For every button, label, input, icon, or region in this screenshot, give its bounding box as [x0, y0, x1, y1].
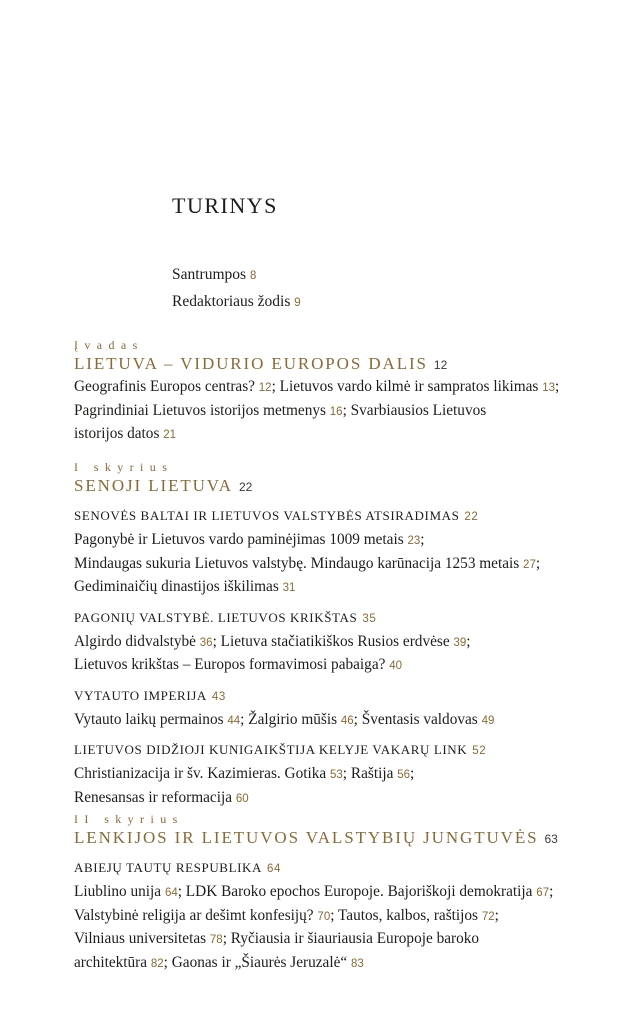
section-entries: [74, 376, 574, 447]
entry-text: Pagonybė ir Lietuvos vardo paminėjimas 1009 metais: [74, 531, 408, 548]
page-number: 82: [150, 957, 164, 970]
entry-text: ; Svarbiausios Lietuvos: [342, 401, 487, 419]
toc-entry-line: [74, 787, 574, 811]
entry-text: ;: [466, 632, 471, 650]
entry-text: Valstybinė religija ar dešimt konfesijų?: [74, 906, 318, 924]
entry-text: Liublino unija: [74, 883, 165, 900]
page-number: 9: [294, 297, 301, 309]
toc-entry-line: [74, 881, 574, 905]
entry-text: ;: [494, 906, 499, 924]
entry-text: architektūra: [74, 953, 151, 971]
entry-text: Christianizacija ir šv. Kazimieras. Gotika: [74, 765, 330, 782]
toc-entry-line: [74, 576, 574, 600]
toc-entry-line: [74, 905, 574, 929]
toc-entry-line: [74, 763, 574, 787]
page-number: 64: [267, 863, 282, 875]
toc-entry-line: [74, 529, 574, 553]
entry-text: ; Lietuvos vardo kilmė ir sampratos likimas: [271, 378, 543, 395]
page-number: 52: [472, 745, 487, 757]
page-number: 8: [249, 270, 257, 282]
page-number: 64: [164, 887, 178, 899]
page-number: 36: [199, 636, 213, 649]
entry-text: Pagrindiniai Lietuvos istorijos metmenys: [74, 401, 330, 419]
subsection-entries: [74, 763, 574, 810]
subsections: [74, 859, 574, 975]
entry-text: ; Tautos, kalbos, raštijos: [330, 906, 482, 924]
page-number: 44: [227, 714, 241, 727]
page-number: 83: [350, 957, 364, 970]
page-number: 31: [282, 582, 296, 594]
subsection-title: [74, 859, 574, 878]
toc-entry-line: [74, 423, 574, 447]
subsection-entries: [74, 529, 574, 600]
section-intro: [74, 338, 574, 447]
front-item-label: Santrumpos: [172, 266, 247, 283]
subsection-title: [74, 507, 574, 526]
page-number: 53: [330, 769, 343, 781]
section-page-number: 22: [238, 480, 253, 494]
page-number: 16: [329, 405, 343, 418]
page-number: 60: [235, 792, 249, 805]
toc-entry-line: [74, 709, 574, 733]
toc-entry-line: [74, 376, 574, 400]
subsection-entries: [74, 709, 574, 733]
subsection-title: [74, 687, 574, 706]
entry-text: ; Ryčiausia ir šiauriausia Europoje baroko: [222, 930, 480, 947]
entry-text: Geografinis Europos centras?: [74, 378, 259, 395]
toc-entry-line: [74, 631, 574, 655]
entry-text: ;: [409, 765, 415, 782]
entry-text: Algirdo didvalstybė: [74, 632, 200, 650]
entry-text: ; Raštija: [342, 765, 398, 782]
toc-entry-line: [74, 553, 574, 577]
subsection-title-text: ABIEJŲ TAUTŲ RESPUBLIKA: [74, 860, 263, 875]
section-kicker: II skyrius: [74, 812, 184, 826]
subsections: [74, 507, 574, 810]
entry-text: ; Lietuva stačiatikiškos Rusios erdvėse: [212, 632, 454, 650]
entry-text: ;: [420, 531, 425, 548]
page-number: 35: [362, 612, 377, 625]
subsection-entries: [74, 881, 574, 975]
entry-text: ; Gaonas ir „Šiaurės Jeruzalė“: [163, 953, 351, 971]
subsection-title-text: SENOVĖS BALTAI IR LIETUVOS VALSTYBĖS ATSIRADIMAS: [74, 508, 460, 523]
section-page-number: 63: [544, 832, 558, 846]
front-item-abbreviations: [172, 264, 256, 287]
subsection-entries: [74, 631, 574, 678]
entry-text: Vilniaus universitetas: [74, 930, 210, 947]
page-number: 72: [481, 910, 495, 923]
entry-text: Gediminaičių dinastijos iškilimas: [74, 578, 283, 595]
toc-entry-line: [74, 400, 574, 424]
page-number: 40: [389, 660, 403, 672]
page-title: TURINYS: [172, 193, 278, 218]
entry-text: Vytauto laikų permainos: [74, 710, 228, 728]
subsection-title-text: PAGONIŲ VALSTYBĖ. LIETUVOS KRIKŠTAS: [74, 609, 358, 625]
entry-text: ; Žalgirio mūšis: [240, 710, 341, 728]
toc-entry-line: [74, 952, 574, 976]
page-number: 78: [209, 934, 223, 946]
section-page-number: 12: [433, 358, 448, 372]
section-title-text: LIETUVA – VIDURIO EUROPOS DALIS: [74, 354, 428, 373]
section-title-text: LENKIJOS IR LIETUVOS VALSTYBIŲ JUNGTUVĖS: [74, 828, 539, 847]
page-number: 49: [481, 714, 495, 727]
entry-text: ;: [549, 883, 554, 900]
section-title: [74, 353, 574, 376]
entry-text: ;: [535, 554, 541, 572]
front-item-editor-word: [172, 291, 301, 314]
page-number: 46: [340, 714, 354, 727]
entry-text: Lietuvos krikštas – Europos formavimosi pabaiga?: [74, 656, 390, 673]
page-number: 13: [542, 382, 555, 394]
section-chapter-1: [74, 460, 574, 810]
section-chapter-2: [74, 812, 574, 975]
page-number: 21: [163, 429, 177, 441]
page-number: 56: [397, 769, 410, 781]
section-title: [74, 827, 574, 850]
page-number: 22: [464, 511, 479, 523]
entry-text: ; Šventasis valdovas: [353, 710, 482, 728]
page-number: 27: [523, 558, 536, 571]
section-kicker: I skyrius: [74, 460, 174, 474]
subsection-title: [74, 741, 574, 760]
page-number: 70: [317, 910, 331, 923]
toc-entry-line: [74, 654, 574, 678]
page-number: 39: [453, 636, 467, 649]
entry-text: ; LDK Baroko epochos Europoje. Bajoriškoji demokratija: [177, 883, 537, 900]
toc-entry-line: [74, 928, 574, 952]
page-number: 23: [407, 535, 421, 547]
subsection-title: [74, 609, 574, 628]
section-kicker: Įvadas: [74, 338, 144, 352]
entry-text: Renesansas ir reformacija: [74, 788, 236, 806]
page-number: 12: [258, 382, 272, 394]
section-title: [74, 475, 574, 498]
section-title-text: SENOJI LIETUVA: [74, 476, 233, 495]
page-number: 67: [536, 887, 550, 899]
entry-text: Mindaugas sukuria Lietuvos valstybę. Mindaugo karūnacija 1253 metais: [74, 554, 524, 572]
subsection-title-text: VYTAUTO IMPERIJA: [74, 687, 207, 703]
subsection-title-text: LIETUVOS DIDŽIOJI KUNIGAIKŠTIJA KELYJE VAKARŲ LINK: [74, 742, 468, 757]
page-number: 43: [211, 690, 226, 703]
entry-text: istorijos datos: [74, 425, 164, 442]
entry-text: ;: [555, 378, 560, 395]
front-item-label: Redaktoriaus žodis: [172, 293, 291, 310]
